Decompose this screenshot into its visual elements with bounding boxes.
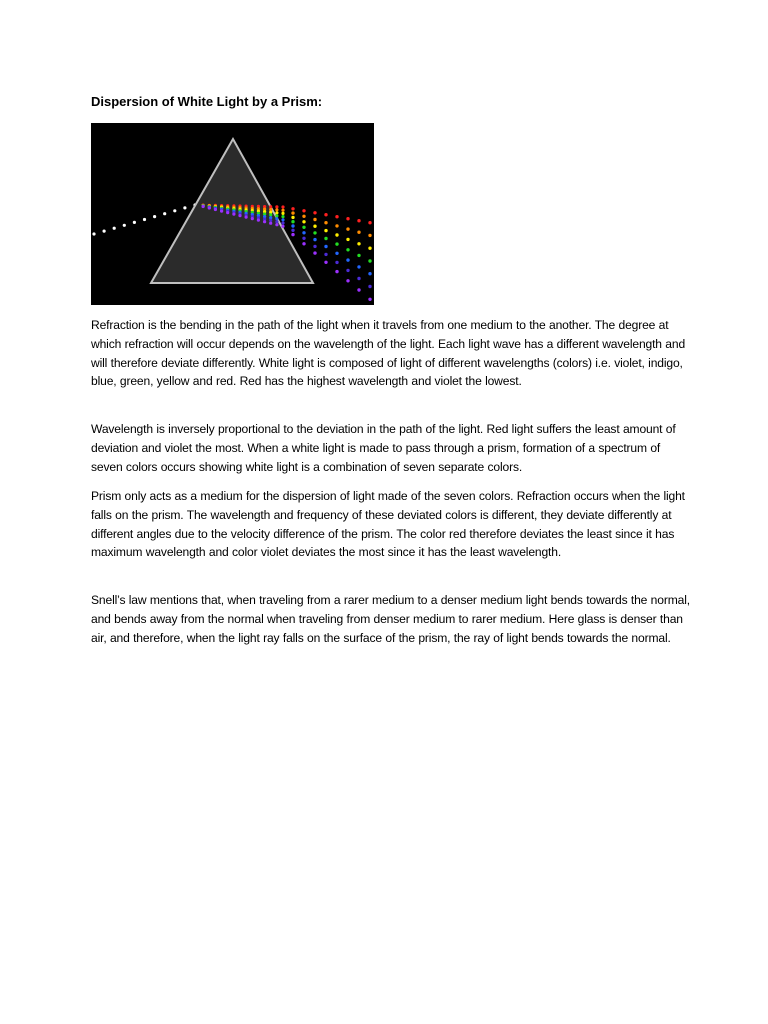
white-ray-dot — [103, 230, 106, 233]
paragraph-snells-law: Snell’s law mentions that, when traveling from a rarer medium to a denser medium light bends towards the normal, and bends away from the normal when traveling from denser medium to rarer medium. Here glass is denser than air, and therefore, when the light ray falls on the surface of the prism, the ray of light bends towards the normal. — [91, 593, 690, 645]
paragraph-wavelength: Wavelength is inversely proportional to the deviation in the path of the light. Red light suffers the least amount of deviation and violet the most. When a white light is made to pass through a prism, formation of a spectrum of seven colors occurs showing white light is a combination of seven separate colors. — [91, 422, 676, 474]
spectrum-dot — [335, 242, 338, 245]
spectrum-dot — [302, 242, 305, 245]
spectrum-dot — [302, 215, 305, 218]
spectrum-dot — [324, 237, 327, 240]
spectrum-dot — [220, 210, 223, 213]
spectrum-dot — [208, 206, 211, 209]
spectrum-dot — [368, 221, 371, 224]
spectrum-dot — [368, 259, 371, 262]
white-ray-dot — [153, 215, 156, 218]
spectrum-dot — [335, 233, 338, 236]
spectrum-dot — [357, 288, 360, 291]
spectrum-dot — [357, 231, 360, 234]
spectrum-dot — [368, 285, 371, 288]
spectrum-dot — [232, 213, 235, 216]
spectrum-dot — [291, 211, 294, 214]
spectrum-dot — [302, 231, 305, 234]
spectrum-dot — [313, 251, 316, 254]
spectrum-dot — [324, 253, 327, 256]
spectrum-dot — [357, 254, 360, 257]
spectrum-dot — [275, 223, 278, 226]
spectrum-dot — [346, 227, 349, 230]
spectrum-dot — [302, 220, 305, 223]
spectrum-dot — [238, 214, 241, 217]
spectrum-dot — [368, 247, 371, 250]
spectrum-dot — [346, 238, 349, 241]
spectrum-dot — [269, 205, 272, 208]
spectrum-dot — [275, 211, 278, 214]
spectrum-dot — [335, 252, 338, 255]
spectrum-dot — [281, 218, 284, 221]
spectrum-dot — [335, 224, 338, 227]
spectrum-dot — [275, 205, 278, 208]
spectrum-dot — [346, 248, 349, 251]
spectrum-dot — [324, 261, 327, 264]
paragraph-refraction: Refraction is the bending in the path of the light when it travels from one medium to the another. The degree at which refraction will occur depends on the wavelength of the light. Each light wave has a different wavelength and will therefore deviate differently. White light is composed of light of different wavelengths (colors) i.e. violet, indigo, blue, green, yellow and red. Red has the highest wavelength and violet the lowest. — [91, 318, 686, 389]
spectrum-dot — [269, 222, 272, 225]
spectrum-dot — [357, 219, 360, 222]
spectrum-dot — [291, 220, 294, 223]
spectrum-dot — [346, 258, 349, 261]
white-ray-dot — [183, 206, 186, 209]
spectrum-dot — [291, 229, 294, 232]
white-ray-dot — [113, 227, 116, 230]
spectrum-dot — [269, 219, 272, 222]
spectrum-dot — [346, 279, 349, 282]
white-ray-dot — [92, 232, 95, 235]
spectrum-dot — [313, 245, 316, 248]
document-title: Dispersion of White Light by a Prism: — [91, 94, 323, 109]
spectrum-dot — [368, 234, 371, 237]
spectrum-dot — [357, 277, 360, 280]
spectrum-dot — [281, 225, 284, 228]
spectrum-dot — [269, 213, 272, 216]
spectrum-dot — [281, 221, 284, 224]
white-ray-dot — [133, 221, 136, 224]
spectrum-dot — [202, 205, 205, 208]
spectrum-dot — [214, 208, 217, 211]
spectrum-dot — [368, 272, 371, 275]
spectrum-dot — [313, 238, 316, 241]
spectrum-dot — [313, 211, 316, 214]
prism-figure — [91, 123, 374, 305]
white-ray-dot — [163, 212, 166, 215]
spectrum-dot — [281, 212, 284, 215]
spectrum-dot — [291, 216, 294, 219]
spectrum-dot — [335, 270, 338, 273]
spectrum-dot — [245, 216, 248, 219]
spectrum-dot — [257, 219, 260, 222]
spectrum-dot — [291, 233, 294, 236]
spectrum-dot — [275, 217, 278, 220]
white-ray-dot — [123, 224, 126, 227]
spectrum-dot — [275, 208, 278, 211]
spectrum-dot — [263, 220, 266, 223]
spectrum-dot — [313, 225, 316, 228]
spectrum-dot — [357, 242, 360, 245]
spectrum-dot — [368, 298, 371, 301]
spectrum-dot — [335, 261, 338, 264]
spectrum-dot — [346, 269, 349, 272]
paragraph-prism-medium: Prism only acts as a medium for the dispersion of light made of the seven colors. Refraction occurs when the light falls on the prism. The wavelength and frequency of these deviated colors is different, they deviate differently at different angles due to the velocity difference of the prism. The color red therefore deviates the least since it has maximum wavelength and color violet deviates the most since it has the least wavelength. — [91, 489, 685, 560]
spectrum-dot — [335, 215, 338, 218]
prism-dispersion-illustration — [91, 123, 374, 305]
spectrum-dot — [302, 209, 305, 212]
spectrum-dot — [313, 231, 316, 234]
spectrum-dot — [324, 229, 327, 232]
spectrum-dot — [281, 215, 284, 218]
spectrum-dot — [324, 221, 327, 224]
spectrum-dot — [346, 217, 349, 220]
spectrum-dot — [302, 226, 305, 229]
spectrum-dot — [291, 224, 294, 227]
spectrum-dot — [324, 213, 327, 216]
spectrum-dot — [291, 207, 294, 210]
spectrum-dot — [313, 218, 316, 221]
spectrum-dot — [275, 214, 278, 217]
spectrum-dot — [275, 220, 278, 223]
spectrum-dot — [251, 217, 254, 220]
spectrum-dot — [324, 245, 327, 248]
spectrum-dot — [357, 265, 360, 268]
white-ray-dot — [143, 218, 146, 221]
spectrum-dot — [226, 211, 229, 214]
spectrum-dot — [281, 205, 284, 208]
white-ray-dot — [173, 209, 176, 212]
spectrum-dot — [302, 237, 305, 240]
spectrum-dot — [281, 209, 284, 212]
